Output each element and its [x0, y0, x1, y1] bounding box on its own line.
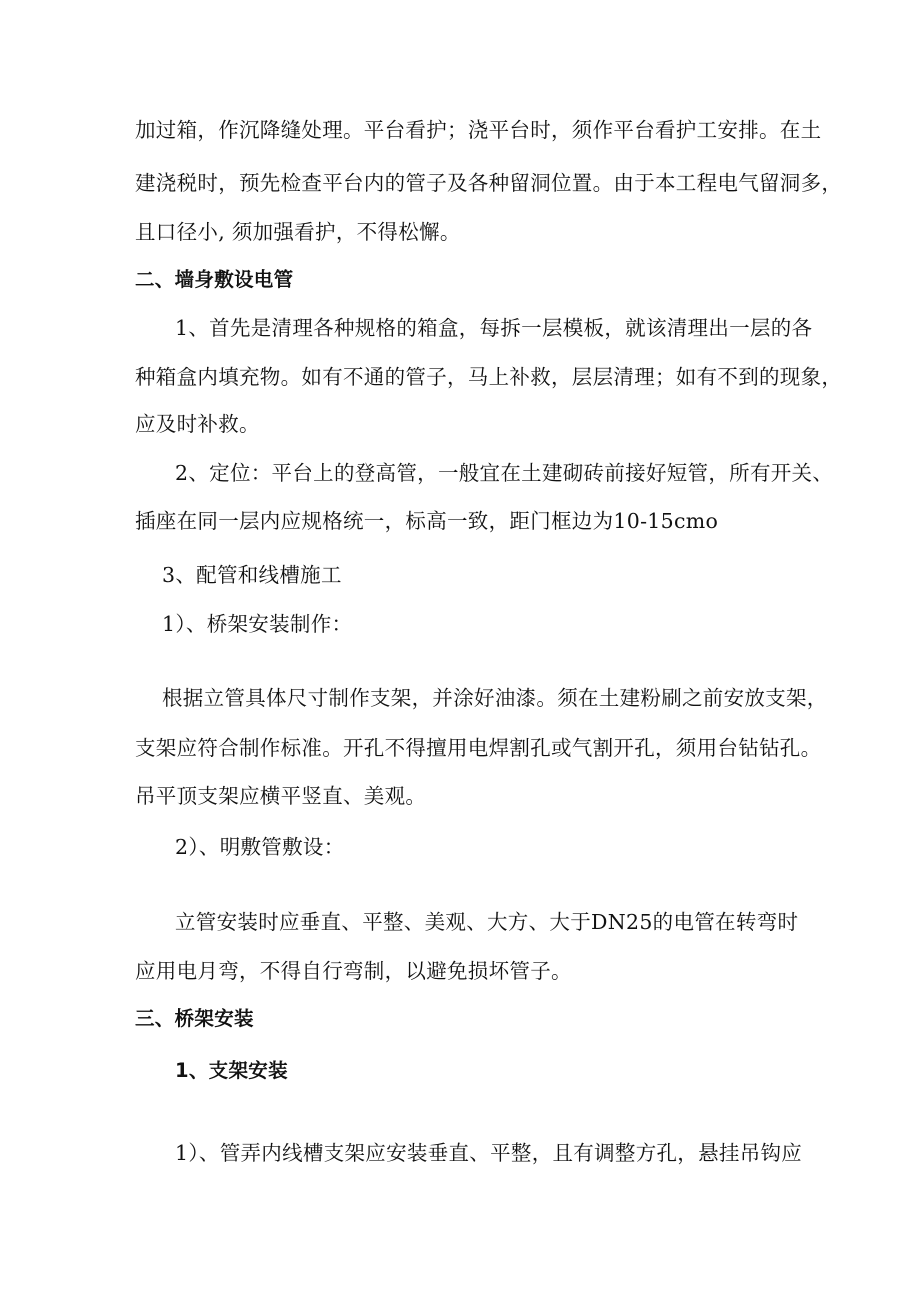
section-heading: 三、桥架安装	[135, 1007, 254, 1030]
paragraph-line: 1、首先是清理各种规格的箱盒，每拆一层模板，就该清理出一层的各	[175, 316, 813, 340]
paragraph-line: 2、定位：平台上的登高管，一般宜在土建砌砖前接好短管，所有开关、	[175, 461, 834, 485]
paragraph-line: 建浇税时，预先检查平台内的管子及各种留洞位置。由于本工程电气留洞多，	[135, 171, 843, 195]
paragraph-line: 立管安装时应垂直、平整、美观、大方、大于DN25的电管在转弯时	[175, 910, 799, 934]
paragraph-line: 应及时补救。	[135, 412, 260, 436]
subsection-heading: 1、支架安装	[175, 1059, 288, 1082]
paragraph-line: 1）、管弄内线槽支架应安装垂直、平整，且有调整方孔，悬挂吊钩应	[175, 1141, 803, 1165]
paragraph-line: 1）、桥架安装制作：	[162, 612, 353, 636]
paragraph-line: 插座在同一层内应规格统一，标高一致，距门框边为10-15cmo	[135, 509, 719, 533]
paragraph-line: 应用电月弯，不得自行弯制，以避免损坏管子。	[135, 959, 572, 983]
paragraph-line: 3、配管和线槽施工	[162, 563, 342, 587]
section-heading: 二、墙身敷设电管	[135, 268, 294, 291]
paragraph-line: 根据立管具体尺寸制作支架，并涂好油漆。须在土建粉刷之前安放支架，	[162, 686, 828, 710]
paragraph-line: 吊平顶支架应横平竖直、美观。	[135, 784, 427, 808]
paragraph-line: 加过箱，作沉降缝处理。平台看护；浇平台时，须作平台看护工安排。在土	[135, 118, 822, 142]
paragraph-line: 种箱盒内填充物。如有不通的管子，马上补救，层层清理；如有不到的现象，	[135, 365, 843, 389]
paragraph-line: 且口径小, 须加强看护，不得松懈。	[135, 220, 461, 244]
paragraph-line: 支架应符合制作标准。开孔不得擅用电焊割孔或气割开孔，须用台钻钻孔。	[135, 736, 822, 760]
paragraph-line: 2）、明敷管敷设：	[175, 835, 345, 859]
